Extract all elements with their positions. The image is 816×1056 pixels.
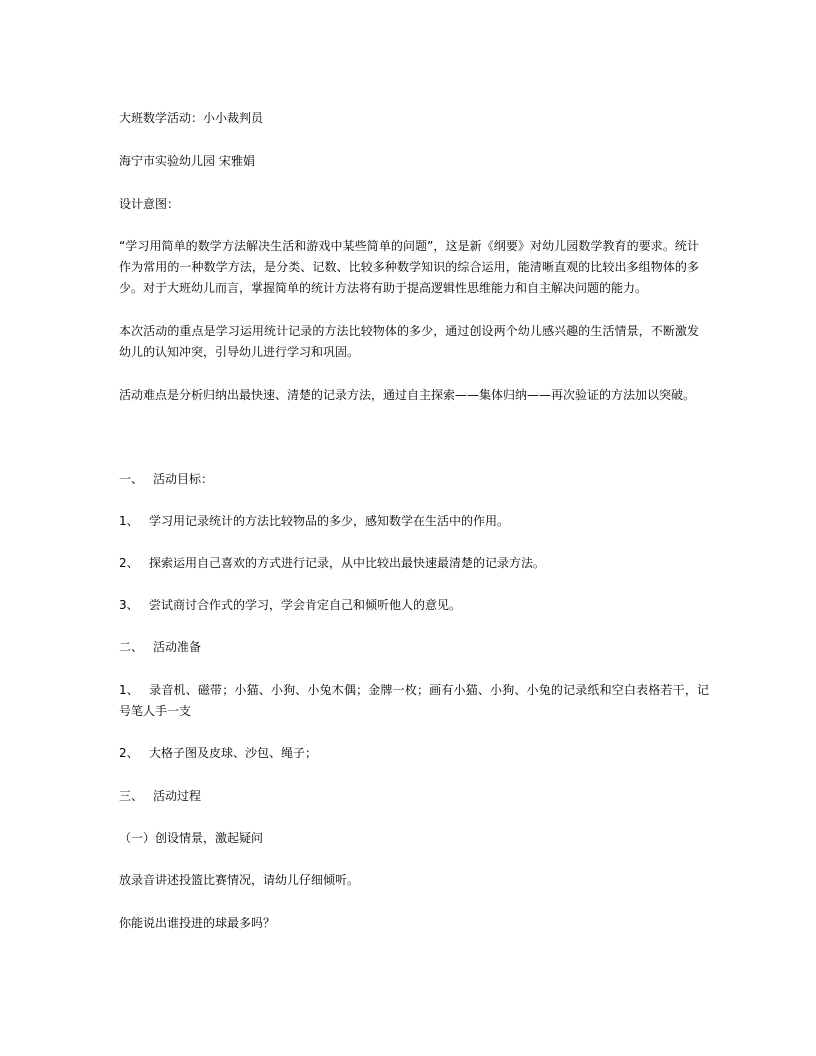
intent-paragraph-2: 本次活动的重点是学习运用统计记录的方法比较物体的多少，通过创设两个幼儿感兴趣的生活情景，不断激发幼儿的认知冲突，引导幼儿进行学习和巩固。 — [119, 324, 699, 359]
intent-heading: 设计意图： — [119, 197, 180, 211]
step-question: 你能说出谁投进的球最多吗？ — [119, 916, 276, 930]
step-paragraph: 放录音讲述投篮比赛情况，请幼儿仔细倾听。 — [119, 873, 360, 887]
section-heading-preparation — [119, 637, 201, 657]
item-text: 录音机、磁带；小猫、小狗、小兔木偶；金牌一枚；画有小猫、小狗、小兔的记录纸和空白表格若干，记号笔人手一支 — [119, 683, 709, 718]
section-title: 活动准备 — [153, 640, 202, 654]
prep-item — [119, 680, 709, 722]
section-heading-process — [119, 786, 201, 806]
item-text: 探索运用自己喜欢的方式进行记录，从中比较出最快速最清楚的记录方法。 — [149, 556, 546, 570]
prep-item — [119, 743, 317, 763]
section-title: 活动目标： — [153, 472, 214, 486]
item-number: 2、 — [119, 556, 139, 570]
author-line: 海宁市实验幼儿园 宋雅娟 — [119, 154, 255, 168]
goal-item — [119, 595, 461, 615]
item-text: 学习用记录统计的方法比较物品的多少，感知数学在生活中的作用。 — [149, 514, 510, 528]
goal-item — [119, 511, 509, 531]
item-number: 1、 — [119, 683, 139, 697]
item-text: 尝试商讨合作式的学习，学会肯定自己和倾听他人的意见。 — [149, 598, 462, 612]
goal-item — [119, 553, 545, 573]
item-number: 1、 — [119, 514, 139, 528]
item-text: 大格子图及皮球、沙包、绳子； — [149, 746, 318, 760]
item-number: 2、 — [119, 746, 139, 760]
item-number: 3、 — [119, 598, 139, 612]
section-number: 三、 — [119, 789, 144, 803]
section-number: 二、 — [119, 640, 144, 654]
step-heading: （一）创设情景，激起疑问 — [119, 831, 264, 845]
section-title: 活动过程 — [153, 789, 202, 803]
intent-paragraph-1: “学习用简单的数学方法解决生活和游戏中某些简单的问题”，这是新《纲要》对幼儿园数学教育的要求。统计作为常用的一种数学方法，是分类、记数、比较多种数学知识的综合运用，能清晰直观的比较出多组物体的多少。对于大班幼儿而言，掌握简单的统计方法将有助于提高逻辑性思维能力和自主解决问题的能力。 — [119, 239, 699, 295]
intent-paragraph-3: 活动难点是分析归纳出最快速、清楚的记录方法，通过自主探索——集体归纳——再次验证的方法加以突破。 — [119, 388, 696, 402]
section-heading-goals — [119, 469, 213, 489]
document-title: 大班数学活动：小小裁判员 — [119, 111, 264, 125]
section-number: 一、 — [119, 472, 144, 486]
